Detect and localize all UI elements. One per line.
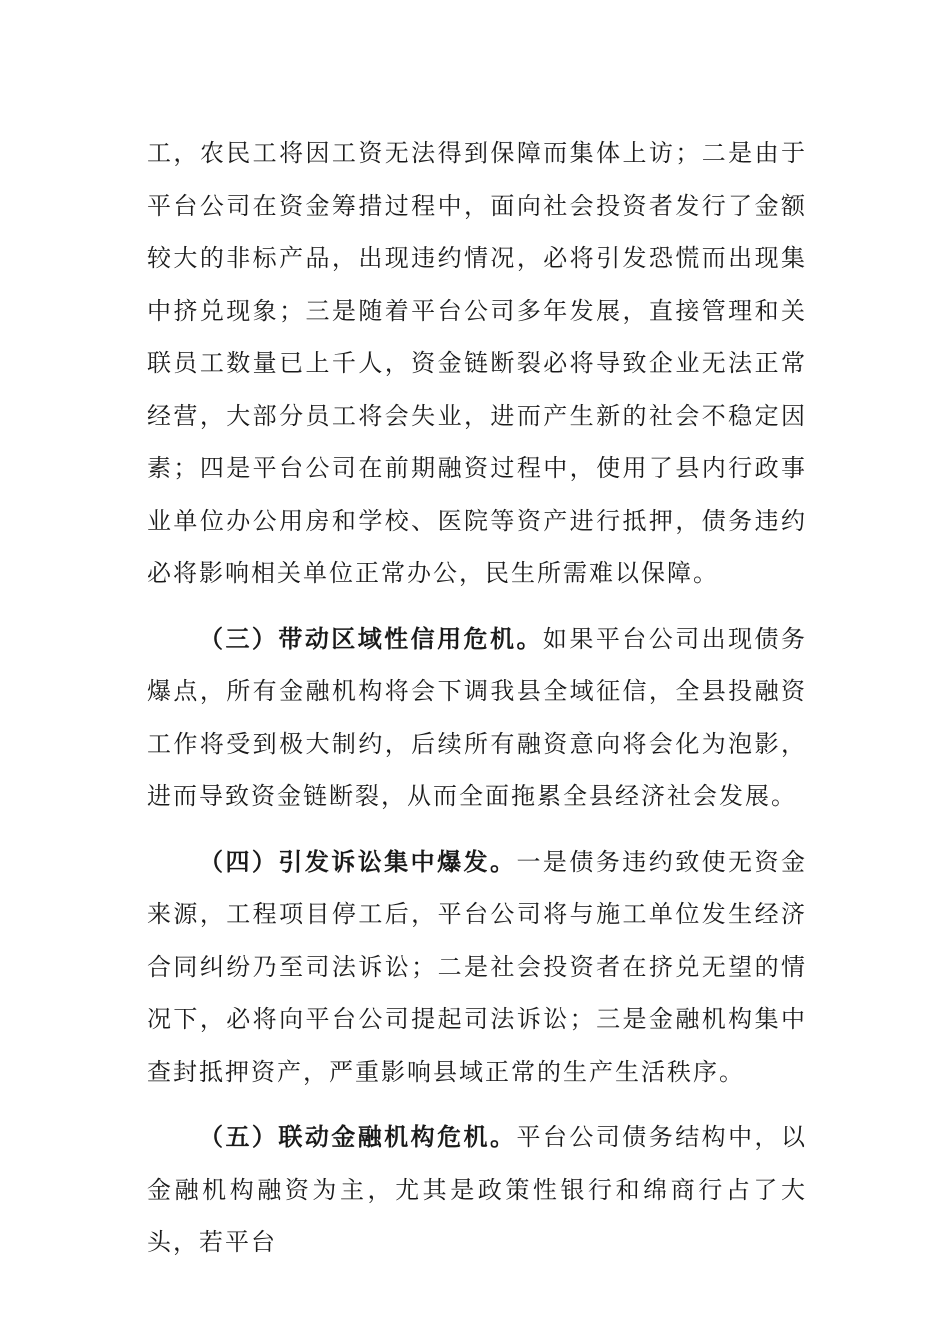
paragraph-text: 工，农民工将因工资无法得到保障而集体上访；二是由于平台公司在资金筹措过程中，面向社会投资者发行了金额较大的非标产品，出现违约情况，必将引发恐慌而出现集中挤兑现象；三是随着平台公司多年发展，直接管理和关联员工数量已上千人，资金链断裂必将导致企业无法正常经营，大部分员工将会失业，进而产生新的社会不稳定因素；四是平台公司在前期融资过程中，使用了县内行政事业单位办公用房和学校、医院等资产进行抵押，债务违约必将影响相关单位正常办公，民生所需难以保障。 — [147, 139, 807, 587]
paragraph-continuation — [147, 127, 807, 600]
section-heading: （三）带动区域性信用危机。 — [199, 623, 543, 653]
paragraph-section-5 — [147, 1111, 807, 1269]
section-heading: （四）引发诉讼集中爆发。 — [199, 846, 517, 876]
paragraph-section-4 — [147, 836, 807, 1099]
paragraph-text: 如果平台公司出现债务爆点，所有金融机构将会下调我县全域征信，全县投融资工作将受到极大制约，后续所有融资意向将会化为泡影，进而导致资金链断裂，从而全面拖累全县经济社会发展。 — [147, 624, 808, 810]
document-body — [147, 127, 807, 1282]
section-heading: （五）联动金融机构危机。 — [199, 1122, 517, 1151]
paragraph-section-3 — [147, 613, 807, 823]
paragraph-text: 一是债务违约致使无资金来源，工程项目停工后，平台公司将与施工单位发生经济合同纠纷乃至司法诉讼；二是社会投资者在挤兑无望的情况下，必将向平台公司提起司法诉讼；三是金融机构集中查封抵押资产，严重影响县域正常的生产生活秩序。 — [147, 847, 808, 1086]
paragraph-text: 平台公司债务结构中，以金融机构融资为主，尤其是政策性银行和绵商行占了大头，若平台 — [147, 1123, 808, 1256]
